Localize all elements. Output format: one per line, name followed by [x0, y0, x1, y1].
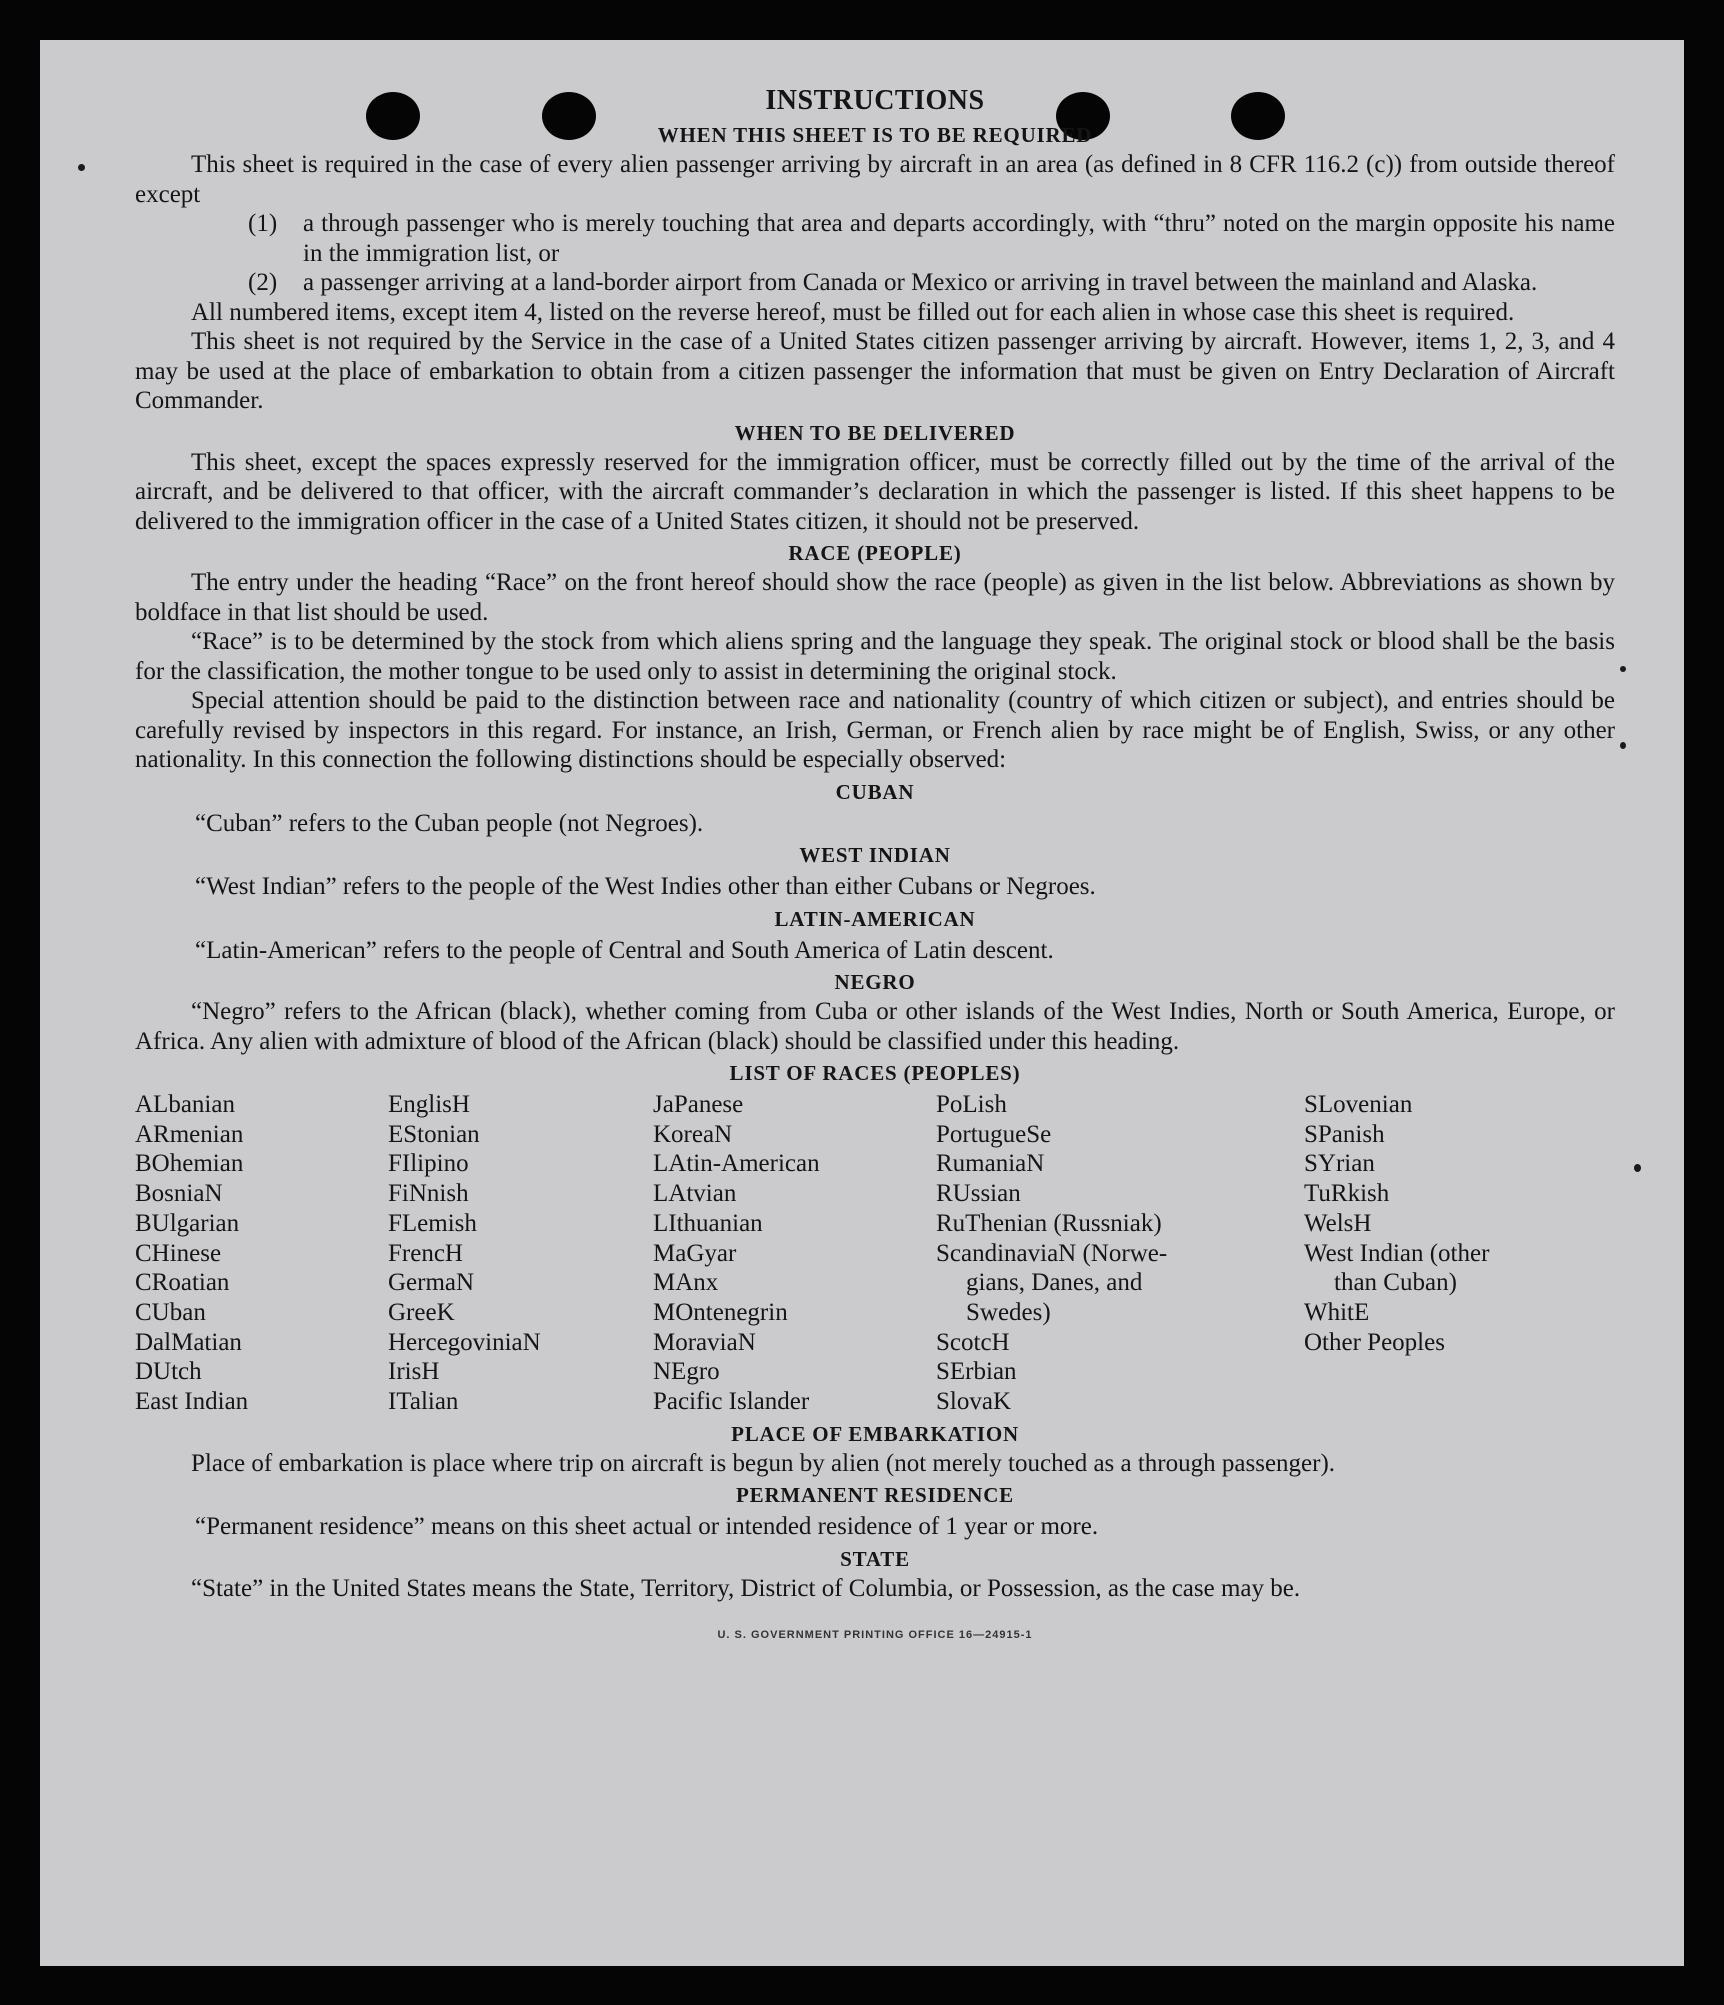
race-entry: TuRkish — [1304, 1180, 1390, 1208]
section-heading-state: STATE — [840, 1546, 910, 1571]
race-entry: West Indian (other — [1304, 1239, 1490, 1267]
race-entry: Other Peoples — [1304, 1328, 1445, 1356]
race-entry: SErbian — [936, 1358, 1017, 1386]
race-entry: RumaniaN — [936, 1150, 1045, 1178]
race-entry: MoraviaN — [653, 1328, 756, 1356]
item-number: (2) — [248, 269, 278, 296]
race-entry: HercegoviniaN — [388, 1328, 541, 1356]
race-entry: FrencH — [388, 1239, 463, 1267]
latin-american-text: “Latin-American” refers to the people of Central and South America of Latin descent. — [195, 936, 1054, 964]
race-paragraph-3: Special attention should be paid to the distinction between race and nationality (country of which citizen or subject), and entries should be carefully revised by inspectors in this regard. For instance, an Irish, German, or French alien by race might be of English, Swiss, or any other nationality. In this connection the following distinctions should be especially observed: — [135, 687, 1615, 773]
race-entry: MAnx — [653, 1269, 719, 1297]
race-entry: PortugueSe — [936, 1120, 1052, 1148]
race-entry: BosniaN — [135, 1180, 223, 1208]
races-column-2 — [388, 1090, 653, 1417]
race-entry: than Cuban) — [1334, 1269, 1457, 1297]
section-heading-embarkation: PLACE OF EMBARKATION — [731, 1421, 1019, 1446]
race-entry: RuThenian (Russniak) — [936, 1209, 1162, 1237]
page-title: INSTRUCTIONS — [765, 85, 985, 116]
required-paragraph-2: All numbered items, except item 4, listed on the reverse hereof, must be filled out for each alien in whose case this sheet is required. — [191, 298, 1515, 326]
race-entry: LIthuanian — [653, 1209, 763, 1237]
race-entry: ITalian — [388, 1388, 459, 1416]
section-heading-races-list: LIST OF RACES (PEOPLES) — [729, 1061, 1021, 1085]
race-entry: MaGyar — [653, 1239, 737, 1267]
race-entry: CRoatian — [135, 1269, 230, 1297]
race-entry: LAtvian — [653, 1180, 737, 1208]
race-entry: WelsH — [1304, 1209, 1372, 1237]
race-entry: ScotcH — [936, 1328, 1010, 1356]
race-entry: BUlgarian — [135, 1209, 240, 1237]
races-column-4 — [936, 1090, 1304, 1417]
race-entry: Swedes) — [966, 1298, 1051, 1326]
race-entry: DUtch — [135, 1358, 202, 1386]
race-entry: FLemish — [388, 1209, 477, 1237]
speck — [1634, 1164, 1641, 1172]
race-entry: CUban — [135, 1298, 206, 1326]
races-column-3 — [653, 1090, 936, 1417]
exception-item-1 — [135, 209, 1615, 268]
residence-text: “Permanent residence” means on this sheet actual or intended residence of 1 year or more. — [195, 1513, 1099, 1541]
races-column-1 — [135, 1090, 388, 1417]
race-entry: SlovaK — [936, 1388, 1011, 1416]
race-paragraph-1: The entry under the heading “Race” on the front hereof should show the race (people) as given in the list below. Abbreviations as shown by boldface in that list should be used. — [135, 569, 1615, 626]
required-intro: This sheet is required in the case of every alien passenger arriving by aircraft in an area (as defined in 8 CFR 116.2 (c)) from outside thereof except — [135, 151, 1615, 208]
races-list — [135, 1090, 1615, 1417]
race-entry: FiNnish — [388, 1180, 469, 1208]
race-entry: KoreaN — [653, 1120, 733, 1148]
race-paragraph-2: “Race” is to be determined by the stock from which aliens spring and the language they speak. The original stock or blood shall be the basis for the classification, the mother tongue to be used only to assist in determining the original stock. — [135, 628, 1615, 685]
section-heading-residence: PERMANENT RESIDENCE — [736, 1483, 1014, 1508]
race-entry: CHinese — [135, 1239, 222, 1267]
race-entry: ALbanian — [135, 1091, 235, 1118]
speck — [1620, 666, 1626, 672]
race-entry: PoLish — [936, 1091, 1007, 1118]
race-entry: GermaN — [388, 1269, 475, 1297]
delivered-text: This sheet, except the spaces expressly reserved for the immigration officer, must be correctly filled out by the time of the arrival of the aircraft, and be delivered to that officer, with the aircraft commander’s declaration in which the passenger is listed. If this sheet happens to be delivered to the immigration officer in the case of a United States citizen, it should not be preserved. — [135, 448, 1615, 535]
race-entry: JaPanese — [653, 1091, 744, 1118]
exception-item-2 — [135, 268, 1615, 298]
west-indian-text: “West Indian” refers to the people of the West Indies other than either Cubans or Negroes. — [195, 873, 1096, 900]
item-number: (1) — [248, 210, 278, 237]
section-heading-west-indian: WEST INDIAN — [799, 843, 951, 867]
race-entry: IrisH — [388, 1358, 440, 1386]
races-column-5 — [1304, 1090, 1604, 1417]
race-entry: ARmenian — [135, 1120, 244, 1148]
race-entry: SLovenian — [1304, 1091, 1413, 1118]
embarkation-text: Place of embarkation is place where trip on aircraft is begun by alien (not merely touched as a through passenger). — [191, 1449, 1336, 1477]
race-entry: Pacific Islander — [653, 1388, 810, 1416]
race-entry: BOhemian — [135, 1150, 244, 1178]
section-heading-delivered: WHEN TO BE DELIVERED — [734, 420, 1016, 445]
race-entry: WhitE — [1304, 1298, 1370, 1326]
document-sheet — [40, 40, 1684, 1966]
race-entry: GreeK — [388, 1298, 455, 1326]
section-heading-cuban: CUBAN — [835, 779, 915, 804]
race-entry: East Indian — [135, 1388, 249, 1416]
race-entry: ScandinaviaN (Norwe- — [936, 1239, 1168, 1267]
race-entry: MOntenegrin — [653, 1298, 788, 1326]
race-entry: gians, Danes, and — [966, 1269, 1143, 1297]
section-heading-latin-american: LATIN-AMERICAN — [774, 906, 976, 931]
race-entry: NEgro — [653, 1358, 720, 1386]
negro-text: “Negro” refers to the African (black), whether coming from Cuba or other islands of the West Indies, North or South America, Europe, or Africa. Any alien with admixture of blood of the African (black) should be classified under this heading. — [135, 998, 1615, 1055]
section-heading-race: RACE (PEOPLE) — [788, 541, 962, 565]
cuban-text: “Cuban” refers to the Cuban people (not Negroes). — [195, 809, 704, 837]
speck — [1620, 742, 1626, 749]
race-entry: FIlipino — [388, 1150, 469, 1178]
race-entry: EnglisH — [388, 1091, 470, 1118]
race-entry: EStonian — [388, 1120, 480, 1148]
state-text: “State” in the United States means the State, Territory, District of Columbia, or Possession, as the case may be. — [191, 1574, 1301, 1602]
printer-imprint: U. S. GOVERNMENT PRINTING OFFICE 16—24915-1 — [717, 1629, 1033, 1642]
race-entry: RUssian — [936, 1180, 1021, 1208]
required-paragraph-3: This sheet is not required by the Service in the case of a United States citizen passenger arriving by aircraft. However, items 1, 2, 3, and 4 may be used at the place of embarkation to obtain from a citizen passenger the information that must be given on Entry Declaration of Aircraft Commander. — [135, 328, 1615, 414]
race-entry: SYrian — [1304, 1150, 1375, 1178]
section-heading-required: WHEN THIS SHEET IS TO BE REQUIRED — [657, 123, 1093, 147]
race-entry: DalMatian — [135, 1328, 242, 1356]
race-entry: SPanish — [1304, 1120, 1385, 1148]
item-text: a passenger arriving at a land-border airport from Canada or Mexico or arriving in travel between the mainland and Alaska. — [303, 269, 1538, 296]
race-entry: LAtin-American — [653, 1150, 820, 1178]
section-heading-negro: NEGRO — [834, 970, 916, 994]
instructions-content — [135, 84, 1615, 1651]
item-text: a through passenger who is merely touching that area and departs accordingly, with “thru” noted on the margin opposite his name in the immigration list, or — [303, 210, 1615, 267]
speck — [78, 164, 85, 171]
